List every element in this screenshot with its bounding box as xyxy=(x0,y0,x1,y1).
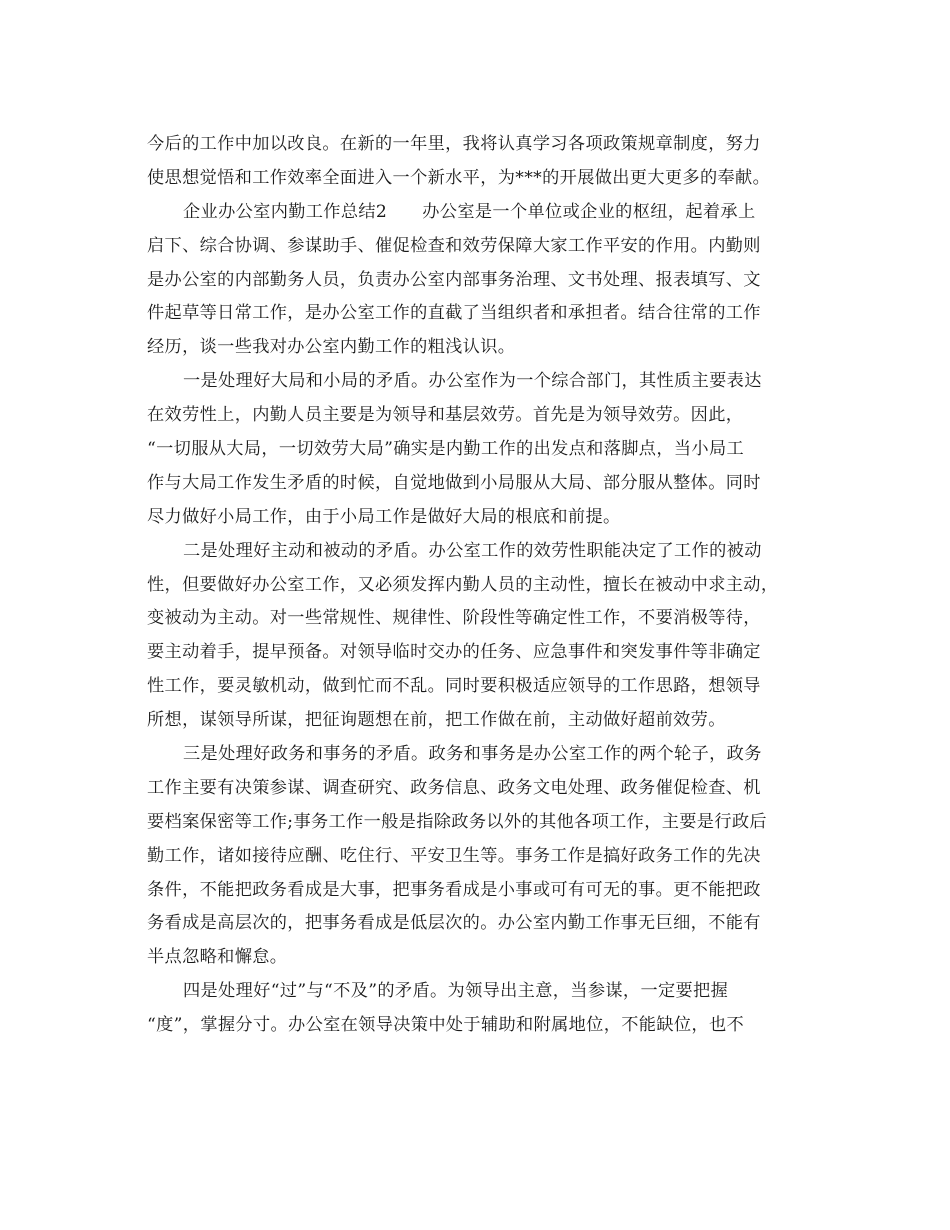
text-line: 今后的工作中加以改良。在新的一年里，我将认真学习各项政策规章制度，努力 xyxy=(147,134,761,154)
document-body xyxy=(147,128,807,1043)
text-line: “度”，掌握分寸。办公室在领导决策中处于辅助和附属地位，不能缺位，也不 xyxy=(147,1015,745,1036)
text-line: 要档案保密等工作;事务工作一般是指除政务以外的其他各项工作，主要是行政后 xyxy=(147,811,767,832)
text-line: 一是处理好大局和小局的矛盾。办公室作为一个综合部门，其性质主要表达 xyxy=(183,371,762,392)
text-line: 是办公室的内部勤务人员，负责办公室内部事务治理、文书处理、报表填写、文 xyxy=(147,269,761,290)
text-line: 半点忽略和懈怠。 xyxy=(147,947,288,968)
text-line: 作与大局工作发生矛盾的时候，自觉地做到小局服从大局、部分服从整体。同时 xyxy=(147,472,761,493)
text-line: 在效劳性上，内勤人员主要是为领导和基层效劳。首先是为领导效劳。因此， xyxy=(147,405,744,426)
text-line: “一切服从大局，一切效劳大局”确实是内勤工作的出发点和落脚点，当小局工 xyxy=(147,439,745,460)
text-line: 企业办公室内勤工作总结2 办公室是一个单位或企业的枢纽，起着承上 xyxy=(183,201,756,222)
text-line: 性工作，要灵敏机动，做到忙而不乱。同时要积极适应领导的工作思路，想领导 xyxy=(147,676,761,697)
text-line: 尽力做好小局工作，由于小局工作是做好大局的根底和前提。 xyxy=(147,506,621,527)
text-line: 启下、综合协调、参谋助手、催促检查和效劳保障大家工作平安的作用。内勤则 xyxy=(147,235,761,256)
text-line: 要主动着手，提早预备。对领导临时交办的任务、应急事件和突发事件等非确定 xyxy=(147,642,761,663)
text-line: 使思想觉悟和工作效率全面进入一个新水平，为***的开展做出更大更多的奉献。 xyxy=(147,167,771,188)
text-line: 三是处理好政务和事务的矛盾。政务和事务是办公室工作的两个轮子，政务 xyxy=(183,744,762,765)
text-line: 所想，谋领导所谋，把征询题想在前，把工作做在前，主动做好超前效劳。 xyxy=(147,710,726,731)
text-line: 性，但要做好办公室工作，又必须发挥内勤人员的主动性，擅长在被动中求主动， xyxy=(147,574,779,595)
text-line: 条件，不能把政务看成是大事，把事务看成是小事或可有可无的事。更不能把政 xyxy=(147,879,761,900)
text-line: 四是处理好“过”与“不及”的矛盾。为领导出主意，当参谋，一定要把握 xyxy=(183,981,729,1002)
text-line: 二是处理好主动和被动的矛盾。办公室工作的效劳性职能决定了工作的被动 xyxy=(183,540,762,561)
text-line: 务看成是高层次的，把事务看成是低层次的。办公室内勤工作事无巨细，不能有 xyxy=(147,913,761,934)
text-line: 工作主要有决策参谋、调查研究、政务信息、政务文电处理、政务催促检查、机 xyxy=(147,777,761,798)
text-line: 件起草等日常工作，是办公室工作的直截了当组织者和承担者。结合往常的工作 xyxy=(147,303,761,324)
text-line: 变被动为主动。对一些常规性、规律性、阶段性等确定性工作，不要消极等待， xyxy=(147,608,761,629)
text-line: 经历，谈一些我对办公室内勤工作的粗浅认识。 xyxy=(147,337,516,358)
text-line: 勤工作，诸如接待应酬、吃住行、平安卫生等。事务工作是搞好政务工作的先决 xyxy=(147,845,761,866)
